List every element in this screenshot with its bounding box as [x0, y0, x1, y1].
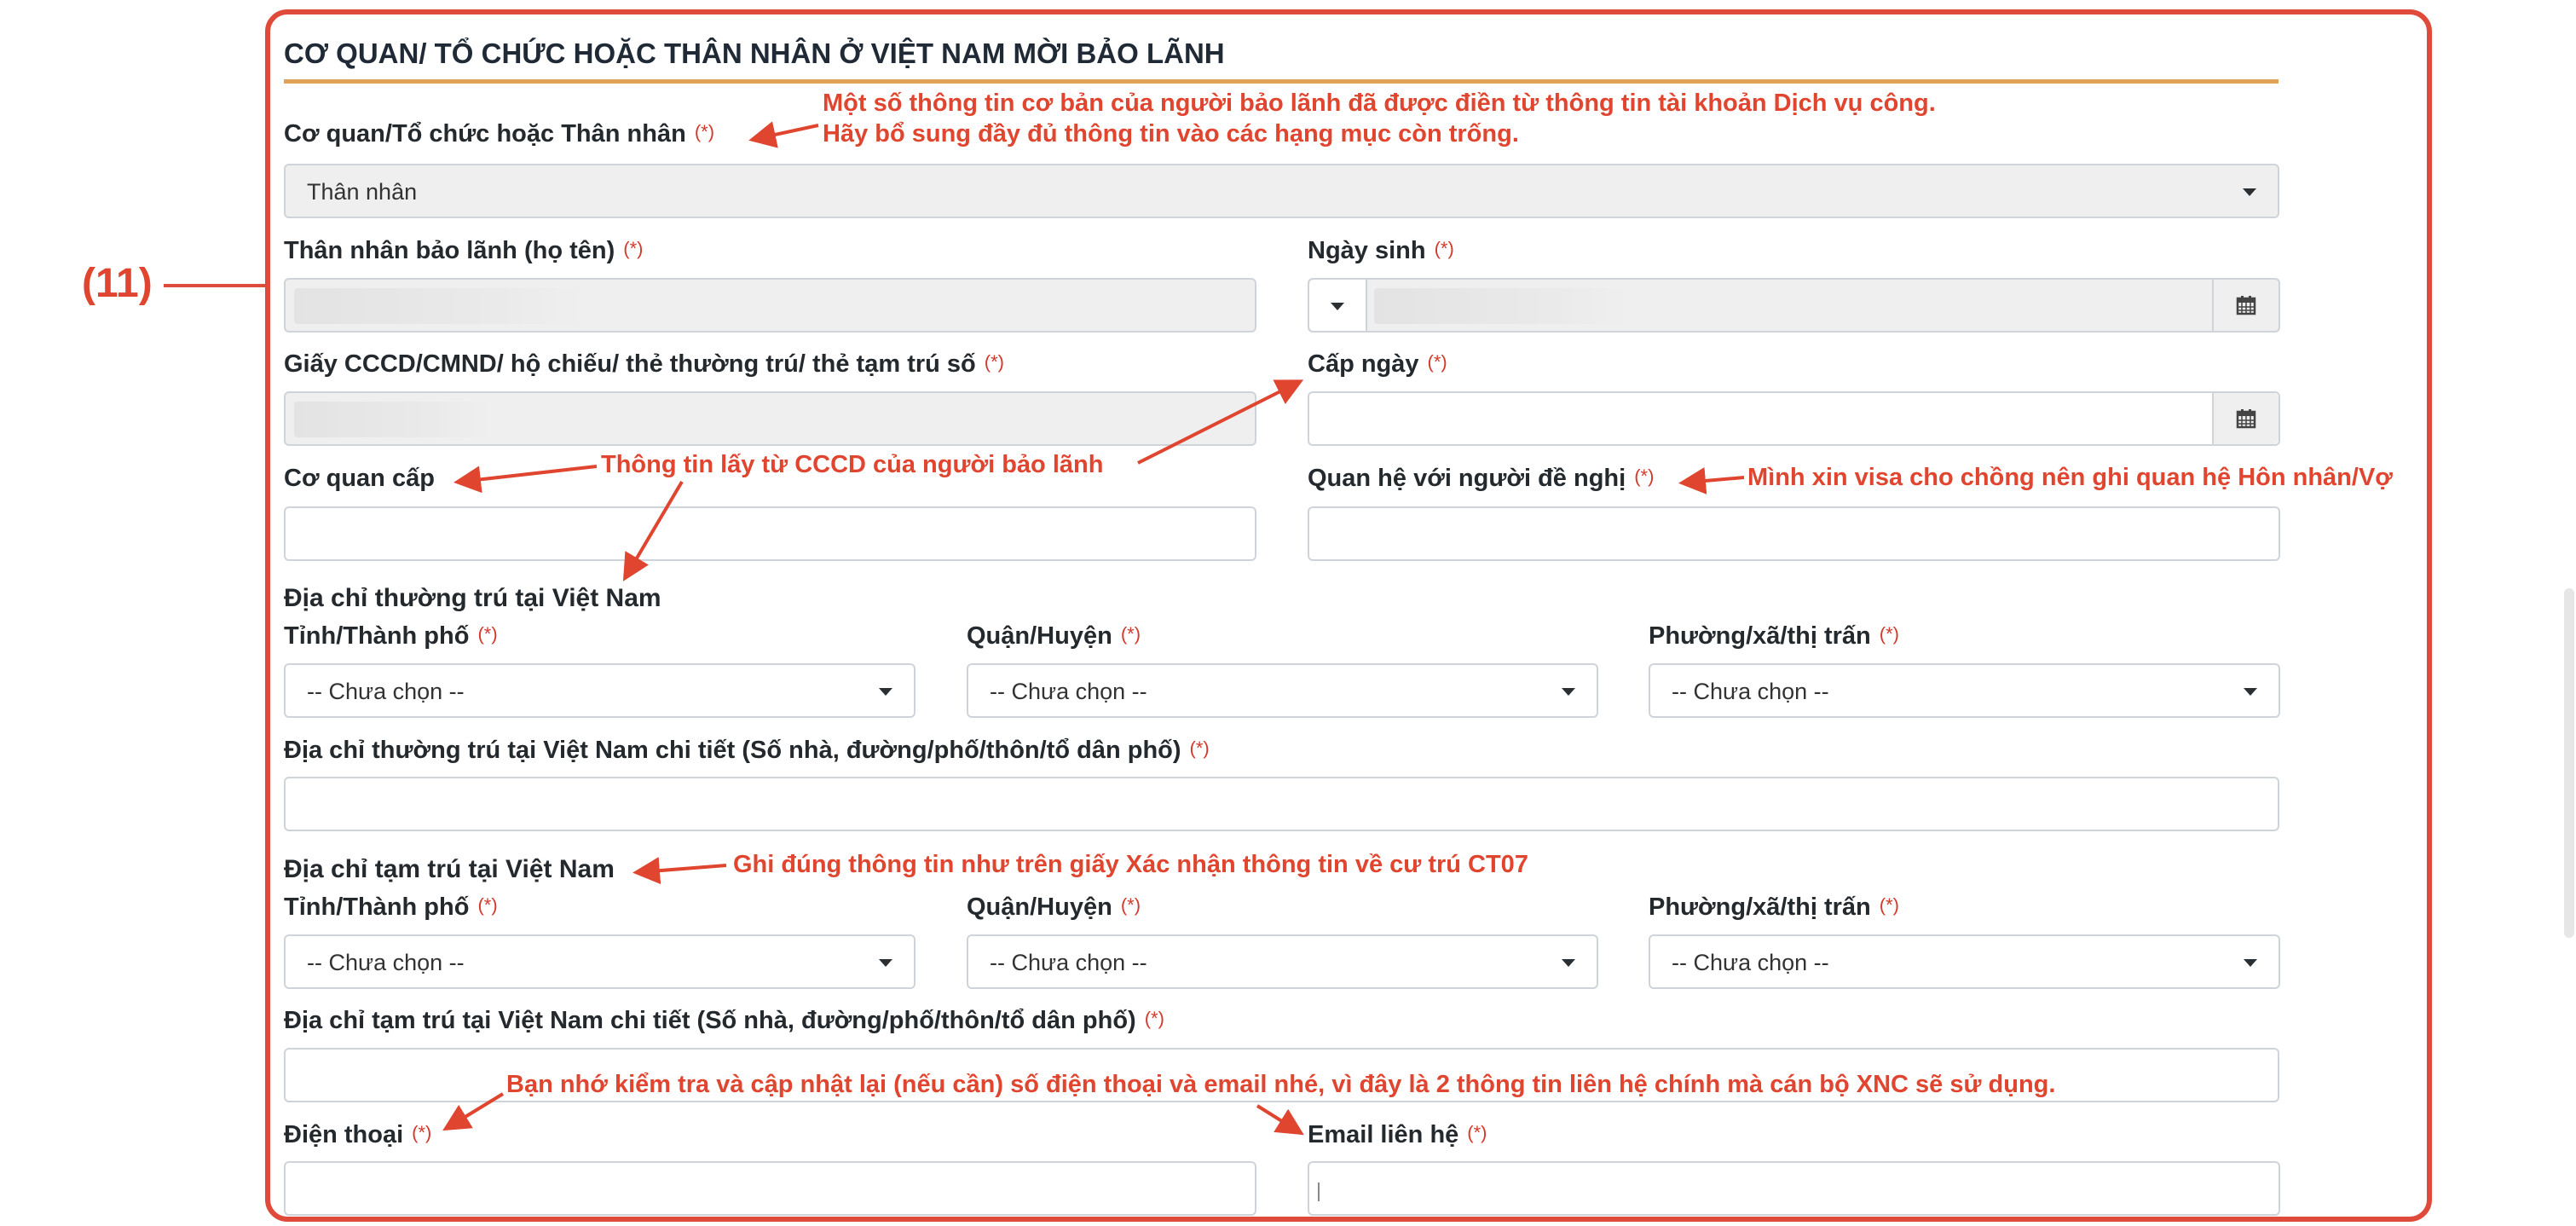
org-type-label: Cơ quan/Tổ chức hoặc Thân nhân (*) — [284, 120, 715, 147]
temporary-address-heading: Địa chỉ tạm trú tại Việt Nam — [284, 855, 615, 883]
required-mark: (*) — [1120, 894, 1141, 916]
annotation-relationship: Mình xin visa cho chồng nên ghi quan hệ Hôn nhân/Vợ — [1747, 464, 2393, 491]
annotation-cccd-info: Thông tin lấy từ CCCD của người bảo lãnh — [601, 451, 1104, 478]
perm-district-value: -- Chưa chọn -- — [990, 679, 1147, 704]
arrow-permanent-address — [627, 482, 682, 575]
required-mark: (*) — [1467, 1122, 1487, 1143]
email-label: Email liên hệ (*) — [1308, 1121, 1487, 1148]
temp-district-value: -- Chưa chọn -- — [990, 950, 1147, 975]
perm-province-label: Tỉnh/Thành phố (*) — [284, 622, 498, 650]
required-mark: (*) — [477, 623, 498, 645]
required-mark: (*) — [984, 351, 1004, 373]
arrow-phone — [448, 1094, 503, 1127]
arrow-prefilled — [755, 125, 818, 139]
scrollbar[interactable] — [2564, 588, 2574, 938]
annotation-prefilled-line1: Một số thông tin cơ bản của người bảo lãnh đã được điền từ thông tin tài khoản Dịch vụ công. — [823, 90, 1936, 117]
required-mark: (*) — [412, 1122, 432, 1143]
temp-district-label: Quận/Huyện (*) — [967, 893, 1141, 921]
required-mark: (*) — [1879, 894, 1899, 916]
arrow-temp-address — [639, 865, 726, 872]
required-mark: (*) — [1189, 737, 1210, 759]
temp-detail-label: Địa chỉ tạm trú tại Việt Nam chi tiết (Số nhà, đường/phố/thôn/tổ dân phố) (*) — [284, 1007, 1164, 1034]
temp-province-value: -- Chưa chọn -- — [307, 950, 465, 975]
perm-ward-label: Phường/xã/thị trấn (*) — [1649, 622, 1899, 650]
org-type-value: Thân nhân — [307, 179, 418, 205]
required-mark: (*) — [477, 894, 498, 916]
arrow-email — [1257, 1106, 1298, 1131]
required-mark: (*) — [1144, 1008, 1164, 1029]
required-mark: (*) — [1879, 623, 1899, 645]
dob-label: Ngày sinh (*) — [1308, 237, 1454, 264]
required-mark: (*) — [694, 121, 715, 142]
annotation-prefilled-line2: Hãy bổ sung đầy đủ thông tin vào các hạng mục còn trống. — [823, 120, 1519, 147]
perm-ward-value: -- Chưa chọn -- — [1672, 679, 1829, 704]
annotation-ct07: Ghi đúng thông tin như trên giấy Xác nhận thông tin về cư trú CT07 — [733, 851, 1528, 878]
perm-district-label: Quận/Huyện (*) — [967, 622, 1141, 650]
required-mark: (*) — [1120, 623, 1141, 645]
required-mark: (*) — [1634, 466, 1655, 487]
permanent-address-heading: Địa chỉ thường trú tại Việt Nam — [284, 584, 661, 612]
annotation-contact: Bạn nhớ kiểm tra và cập nhật lại (nếu cần) số điện thoại và email nhé, vì đây là 2 thông tin liên hệ chính mà cán bộ XNC sẽ sử dụng. — [506, 1071, 2056, 1098]
arrow-issue-date — [1138, 383, 1297, 463]
required-mark: (*) — [623, 238, 644, 259]
temp-province-label: Tỉnh/Thành phố (*) — [284, 893, 498, 921]
id-number-label: Giấy CCCD/CMND/ hộ chiếu/ thẻ thường trú/ thẻ tạm trú số (*) — [284, 350, 1004, 378]
perm-province-value: -- Chưa chọn -- — [307, 679, 465, 704]
arrow-relationship — [1685, 477, 1744, 483]
section-marker: (11) — [82, 261, 153, 306]
temp-ward-value: -- Chưa chọn -- — [1672, 950, 1829, 975]
perm-detail-label: Địa chỉ thường trú tại Việt Nam chi tiết (Số nhà, đường/phố/thôn/tổ dân phố) (*) — [284, 737, 1210, 764]
arrow-issuer — [460, 466, 597, 482]
section-title: CƠ QUAN/ TỔ CHỨC HOẶC THÂN NHÂN Ở VIỆT NAM MỜI BẢO LÃNH — [284, 38, 1225, 69]
required-mark: (*) — [1434, 238, 1454, 259]
relationship-label: Quan hệ với người đề nghị (*) — [1308, 465, 1655, 492]
issuer-label: Cơ quan cấp — [284, 465, 435, 492]
phone-label: Điện thoại (*) — [284, 1121, 432, 1148]
issue-date-label: Cấp ngày (*) — [1308, 350, 1447, 378]
sponsor-name-label: Thân nhân bảo lãnh (họ tên) (*) — [284, 237, 644, 264]
required-mark: (*) — [1427, 351, 1447, 373]
temp-ward-label: Phường/xã/thị trấn (*) — [1649, 893, 1899, 921]
